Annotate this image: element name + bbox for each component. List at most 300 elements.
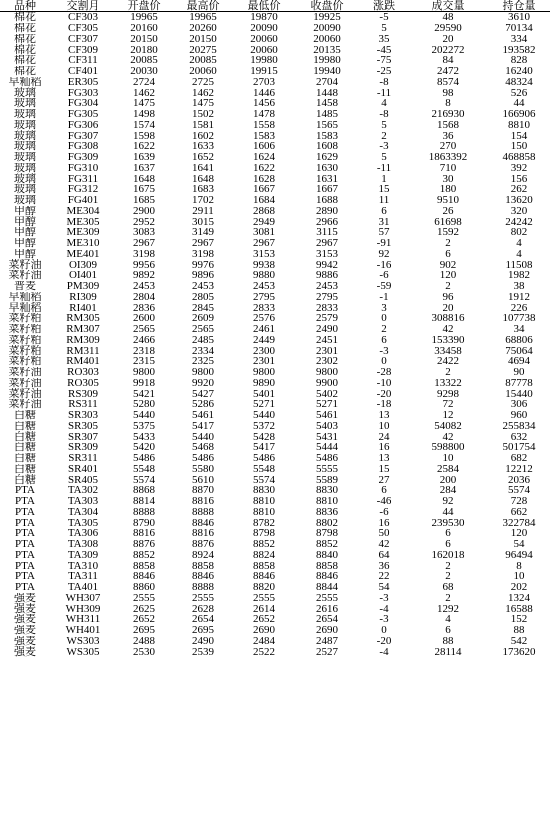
high-price-cell: 5580	[192, 463, 214, 475]
volume-cell: 2	[445, 280, 451, 292]
low-price-cell: 2614	[253, 603, 275, 614]
close-price-cell: 2490	[316, 323, 338, 335]
delivery-month-cell: WH309	[65, 603, 101, 614]
close-price-cell: 5444	[316, 442, 338, 453]
open-interest-cell: 68806	[505, 334, 533, 346]
change-cell: -11	[376, 87, 392, 98]
high-price-cell: 1633	[192, 141, 214, 152]
open-interest-cell: 90	[513, 366, 525, 378]
volume-cell: 72	[442, 399, 454, 410]
table-row	[0, 173, 550, 184]
close-price-cell: 5402	[316, 388, 338, 399]
high-price-cell: 9976	[192, 259, 214, 270]
low-price-cell: 1478	[253, 108, 275, 120]
volume-cell: 20	[442, 302, 454, 313]
change-cell: -3	[379, 614, 389, 625]
table-row	[0, 636, 550, 647]
product-cell: PTA	[15, 517, 35, 528]
volume-cell: 61698	[434, 216, 462, 227]
table-row	[0, 582, 550, 593]
open-interest-cell: 202	[510, 581, 528, 593]
volume-cell: 42	[442, 323, 454, 335]
volume-cell: 2	[445, 592, 451, 604]
volume-cell: 68	[442, 581, 454, 593]
low-price-cell: 2461	[253, 323, 275, 335]
volume-cell: 36	[442, 130, 454, 141]
volume-cell: 153390	[431, 334, 465, 346]
change-cell: -4	[379, 646, 389, 657]
delivery-month-cell: OI309	[68, 259, 98, 270]
delivery-month-cell: TA305	[67, 517, 99, 528]
table-row	[0, 345, 550, 356]
change-cell: -3	[379, 592, 389, 604]
low-price-cell: 1558	[253, 119, 275, 131]
open-price-cell: 9956	[133, 259, 155, 270]
table-row	[0, 34, 550, 45]
delivery-month-cell: CF305	[68, 22, 98, 34]
low-price-cell: 1628	[253, 173, 275, 184]
product-cell: 菜籽油	[8, 399, 42, 410]
product-cell: 甲醇	[14, 205, 36, 217]
low-price-cell: 19980	[250, 55, 278, 66]
product-cell: 菜籽粕	[8, 345, 42, 356]
volume-cell: 180	[439, 184, 457, 195]
product-cell: 白糖	[14, 452, 36, 464]
delivery-month-cell: SR307	[68, 431, 98, 442]
delivery-month-cell: ME401	[66, 248, 100, 260]
high-price-cell: 8816	[192, 495, 214, 507]
change-cell: -6	[379, 270, 389, 281]
close-price-cell: 1688	[316, 194, 338, 206]
table-header-row	[0, 0, 550, 12]
low-price-cell: 20060	[250, 33, 278, 45]
delivery-month-cell: ME305	[66, 216, 100, 227]
open-interest-cell: 392	[510, 162, 528, 174]
open-price-cell: 2565	[133, 323, 155, 335]
high-price-cell: 9896	[192, 270, 214, 281]
close-price-cell: 2890	[316, 205, 338, 217]
high-price-cell: 1641	[192, 162, 214, 174]
high-price-cell: 1648	[192, 173, 214, 184]
close-price-cell: 2833	[316, 302, 338, 313]
open-interest-cell: 193582	[502, 44, 536, 55]
open-interest-cell: 262	[510, 184, 528, 195]
open-price-cell: 9918	[133, 377, 155, 389]
open-price-cell: 1685	[133, 194, 155, 206]
change-cell: -91	[376, 237, 392, 249]
volume-cell: 6	[445, 248, 451, 260]
change-cell: -18	[376, 399, 392, 410]
change-cell: 5	[381, 151, 387, 163]
product-cell: 玻璃	[14, 108, 36, 120]
low-price-cell: 19870	[250, 11, 278, 23]
open-interest-cell: 632	[510, 431, 528, 442]
close-price-cell: 1485	[316, 108, 338, 120]
high-price-cell: 3149	[192, 227, 214, 238]
volume-cell: 2	[445, 560, 451, 571]
product-cell: 菜籽油	[8, 377, 42, 389]
open-price-cell: 8814	[133, 495, 155, 507]
delivery-month-cell: CF401	[68, 65, 98, 77]
open-interest-cell: 1982	[508, 270, 530, 281]
product-cell: 玻璃	[14, 119, 36, 131]
close-price-cell: 2654	[316, 614, 338, 625]
change-cell: 2	[381, 323, 387, 335]
table-row	[0, 507, 550, 518]
delivery-month-cell: FG311	[67, 173, 99, 184]
change-cell: 35	[378, 33, 390, 45]
product-cell: 玻璃	[14, 151, 36, 163]
delivery-month-cell: WS303	[66, 635, 100, 647]
high-price-cell: 8846	[192, 517, 214, 528]
product-cell: 玻璃	[14, 130, 36, 141]
table-row	[0, 130, 550, 141]
high-price-cell: 5461	[192, 409, 214, 421]
delivery-month-cell: FG307	[67, 130, 99, 141]
product-cell: 菜籽油	[8, 366, 42, 378]
open-price-cell: 1598	[133, 130, 155, 141]
product-cell: 早籼稻	[8, 302, 42, 313]
low-price-cell: 2967	[253, 237, 275, 249]
change-cell: -3	[379, 141, 389, 152]
volume-cell: 26	[442, 205, 454, 217]
change-cell: 15	[378, 463, 390, 475]
table-row	[0, 77, 550, 88]
product-cell: 普麦	[14, 280, 36, 292]
volume-cell: 92	[442, 495, 454, 507]
table-row	[0, 474, 550, 485]
delivery-month-cell: TA308	[67, 538, 99, 550]
product-cell: 玻璃	[14, 184, 36, 195]
high-price-cell: 8816	[192, 528, 214, 539]
change-cell: -11	[376, 162, 392, 174]
open-interest-cell: 4	[516, 248, 522, 260]
product-cell: 棉花	[14, 11, 36, 23]
volume-cell: 202272	[431, 44, 465, 55]
delivery-month-cell: FG303	[67, 87, 99, 98]
open-price-cell: 2600	[133, 313, 155, 324]
high-price-cell: 1581	[192, 119, 214, 131]
delivery-month-cell: RM311	[66, 345, 100, 356]
close-price-cell: 1667	[316, 184, 338, 195]
change-cell: 0	[381, 313, 387, 324]
delivery-month-cell: SR305	[68, 420, 98, 432]
low-price-cell: 2301	[253, 356, 275, 367]
high-price-cell: 2453	[192, 280, 214, 292]
table-row	[0, 485, 550, 496]
volume-cell: 1592	[437, 227, 459, 238]
change-cell: -75	[376, 55, 392, 66]
open-price-cell: 2555	[133, 592, 155, 604]
product-cell: 菜籽粕	[8, 323, 42, 335]
table-row	[0, 528, 550, 539]
delivery-month-cell: WH307	[65, 592, 101, 604]
change-cell: 11	[378, 194, 390, 206]
low-price-cell: 2949	[253, 216, 275, 227]
high-price-cell: 8888	[192, 581, 214, 593]
volume-cell: 2	[445, 571, 451, 582]
table-row	[0, 120, 550, 131]
delivery-month-cell: FG401	[67, 194, 99, 206]
open-price-cell: 1622	[133, 141, 155, 152]
open-interest-cell: 728	[510, 495, 528, 507]
close-price-cell: 1631	[316, 173, 338, 184]
open-interest-cell: 156	[510, 173, 528, 184]
close-price-cell: 2616	[316, 603, 338, 614]
change-cell: 92	[378, 248, 390, 260]
open-interest-cell: 87778	[505, 377, 533, 389]
close-price-cell: 9800	[316, 366, 338, 378]
low-price-cell: 20090	[250, 22, 278, 34]
low-price-cell: 2652	[253, 614, 275, 625]
product-cell: 白糖	[14, 474, 36, 485]
delivery-month-cell: TA401	[67, 581, 99, 593]
high-price-cell: 2539	[192, 646, 214, 657]
volume-cell: 8	[445, 98, 451, 109]
high-price-cell: 2805	[192, 291, 214, 303]
low-price-cell: 1606	[253, 141, 275, 152]
high-price-cell: 19965	[189, 11, 217, 23]
open-price-cell: 1574	[133, 119, 155, 131]
product-cell: 强麦	[14, 614, 36, 625]
low-price-cell: 5271	[253, 399, 275, 410]
close-price-cell: 2301	[316, 345, 338, 356]
change-cell: 22	[378, 571, 390, 582]
open-interest-cell: 16240	[505, 65, 533, 77]
low-price-cell: 2453	[253, 280, 275, 292]
low-price-cell: 2795	[253, 291, 275, 303]
close-price-cell: 1629	[316, 151, 338, 163]
delivery-month-cell: RO303	[67, 366, 99, 378]
open-interest-cell: 15440	[505, 388, 533, 399]
open-price-cell: 8860	[133, 581, 155, 593]
change-cell: -25	[376, 65, 392, 77]
open-interest-cell: 960	[510, 409, 528, 421]
header-delivery-month: 交割月	[66, 0, 100, 12]
high-price-cell: 2967	[192, 237, 214, 249]
volume-cell: 9298	[437, 388, 459, 399]
change-cell: 6	[381, 334, 387, 346]
low-price-cell: 5574	[253, 474, 275, 485]
volume-cell: 239530	[431, 517, 465, 528]
open-interest-cell: 320	[510, 205, 528, 217]
open-price-cell: 2466	[133, 334, 155, 346]
delivery-month-cell: TA309	[67, 549, 99, 561]
volume-cell: 44	[442, 506, 454, 518]
table-row	[0, 496, 550, 507]
volume-cell: 84	[442, 55, 454, 66]
open-interest-cell: 334	[510, 33, 528, 45]
volume-cell: 13322	[434, 377, 462, 389]
change-cell: 0	[381, 624, 387, 636]
close-price-cell: 3115	[316, 227, 338, 238]
close-price-cell: 19940	[313, 65, 341, 77]
product-cell: 菜籽粕	[8, 334, 42, 346]
close-price-cell: 2555	[316, 592, 338, 604]
high-price-cell: 2490	[192, 635, 214, 647]
open-price-cell: 20180	[130, 44, 158, 55]
low-price-cell: 2522	[253, 646, 275, 657]
open-interest-cell: 154	[510, 130, 528, 141]
open-interest-cell: 16588	[505, 603, 533, 614]
volume-cell: 216930	[431, 108, 465, 120]
volume-cell: 1292	[437, 603, 459, 614]
close-price-cell: 20060	[313, 33, 341, 45]
change-cell: 6	[381, 485, 387, 496]
change-cell: -45	[376, 44, 392, 55]
product-cell: 菜籽油	[8, 259, 42, 270]
table-row	[0, 388, 550, 399]
product-cell: 玻璃	[14, 194, 36, 206]
low-price-cell: 5486	[253, 452, 275, 464]
high-price-cell: 5610	[192, 474, 214, 485]
table-row	[0, 195, 550, 206]
close-price-cell: 8836	[316, 506, 338, 518]
volume-cell: 1863392	[428, 151, 468, 163]
table-row	[0, 625, 550, 636]
delivery-month-cell: WS305	[66, 646, 100, 657]
change-cell: 0	[381, 356, 387, 367]
change-cell: 10	[378, 420, 390, 432]
table-row	[0, 109, 550, 120]
open-price-cell: 20085	[130, 55, 158, 66]
low-price-cell: 2703	[253, 76, 275, 88]
close-price-cell: 8858	[316, 560, 338, 571]
close-price-cell: 5403	[316, 420, 338, 432]
volume-cell: 29590	[434, 22, 462, 34]
open-interest-cell: 1912	[508, 291, 530, 303]
open-price-cell: 5421	[133, 388, 155, 399]
delivery-month-cell: TA311	[68, 571, 98, 582]
volume-cell: 270	[439, 141, 457, 152]
high-price-cell: 8870	[192, 485, 214, 496]
open-price-cell: 2900	[133, 205, 155, 217]
low-price-cell: 8820	[253, 581, 275, 593]
high-price-cell: 1502	[192, 108, 214, 120]
high-price-cell: 5486	[192, 452, 214, 464]
open-interest-cell: 468858	[502, 151, 536, 163]
close-price-cell: 20135	[313, 44, 341, 55]
product-cell: PTA	[15, 560, 35, 571]
close-price-cell: 8844	[316, 581, 338, 593]
high-price-cell: 9920	[192, 377, 214, 389]
delivery-month-cell: SR303	[68, 409, 98, 421]
low-price-cell: 1622	[253, 162, 275, 174]
product-cell: 强麦	[14, 624, 36, 636]
change-cell: 13	[378, 409, 390, 421]
open-price-cell: 1675	[133, 184, 155, 195]
open-interest-cell: 107738	[502, 313, 536, 324]
table-row	[0, 614, 550, 625]
high-price-cell: 20085	[189, 55, 217, 66]
low-price-cell: 1624	[253, 151, 275, 163]
volume-cell: 10	[442, 452, 454, 464]
change-cell: 57	[378, 227, 390, 238]
volume-cell: 902	[439, 259, 457, 270]
open-price-cell: 2724	[133, 76, 155, 88]
change-cell: 50	[378, 528, 390, 539]
product-cell: 白糖	[14, 409, 36, 421]
volume-cell: 2584	[437, 463, 459, 475]
open-price-cell: 5440	[133, 409, 155, 421]
open-price-cell: 1639	[133, 151, 155, 163]
close-price-cell: 2967	[316, 237, 338, 249]
table-row	[0, 399, 550, 410]
high-price-cell: 1652	[192, 151, 214, 163]
delivery-month-cell: TA304	[67, 506, 99, 518]
high-price-cell: 20060	[189, 65, 217, 77]
delivery-month-cell: TA303	[67, 495, 99, 507]
table-row	[0, 44, 550, 55]
close-price-cell: 2527	[316, 646, 338, 657]
open-interest-cell: 255834	[502, 420, 536, 432]
close-price-cell: 5271	[316, 399, 338, 410]
close-price-cell: 8852	[316, 538, 338, 550]
close-price-cell: 9942	[316, 259, 338, 270]
open-interest-cell: 24242	[505, 216, 533, 227]
open-interest-cell: 501754	[502, 442, 536, 453]
table-row	[0, 603, 550, 614]
high-price-cell: 2325	[192, 356, 214, 367]
open-interest-cell: 34	[513, 323, 525, 335]
change-cell: -3	[379, 345, 389, 356]
close-price-cell: 1458	[316, 98, 338, 109]
delivery-month-cell: ME310	[66, 237, 100, 249]
change-cell: 6	[381, 205, 387, 217]
open-interest-cell: 10	[513, 571, 525, 582]
low-price-cell: 8810	[253, 495, 275, 507]
high-price-cell: 2845	[192, 302, 214, 313]
delivery-month-cell: FG310	[67, 162, 99, 174]
close-price-cell: 8798	[316, 528, 338, 539]
high-price-cell: 5417	[192, 420, 214, 432]
close-price-cell: 2795	[316, 291, 338, 303]
open-price-cell: 5280	[133, 399, 155, 410]
open-interest-cell: 70134	[505, 22, 533, 34]
table-row	[0, 152, 550, 163]
low-price-cell: 20060	[250, 44, 278, 55]
close-price-cell: 9900	[316, 377, 338, 389]
close-price-cell: 20090	[313, 22, 341, 34]
open-interest-cell: 306	[510, 399, 528, 410]
table-row	[0, 270, 550, 281]
volume-cell: 88	[442, 635, 454, 647]
low-price-cell: 2555	[253, 592, 275, 604]
open-interest-cell: 662	[510, 506, 528, 518]
delivery-month-cell: CF311	[68, 55, 98, 66]
delivery-month-cell: PM309	[66, 280, 100, 292]
header-change: 涨跌	[373, 0, 395, 12]
delivery-month-cell: FG312	[67, 184, 99, 195]
volume-cell: 2	[445, 366, 451, 378]
table-row	[0, 517, 550, 528]
open-price-cell: 2804	[133, 291, 155, 303]
table-row	[0, 206, 550, 217]
product-cell: 早籼稻	[8, 291, 42, 303]
low-price-cell: 2576	[253, 313, 275, 324]
table-row	[0, 87, 550, 98]
delivery-month-cell: TA310	[67, 560, 99, 571]
table-row	[0, 571, 550, 582]
header-high-price: 最高价	[186, 0, 220, 12]
header-low-price: 最低价	[247, 0, 281, 12]
table-row	[0, 593, 550, 604]
product-cell: 甲醇	[14, 237, 36, 249]
table-row	[0, 324, 550, 335]
table-row	[0, 431, 550, 442]
open-interest-cell: 96494	[505, 549, 533, 561]
open-interest-cell: 8810	[508, 119, 530, 131]
